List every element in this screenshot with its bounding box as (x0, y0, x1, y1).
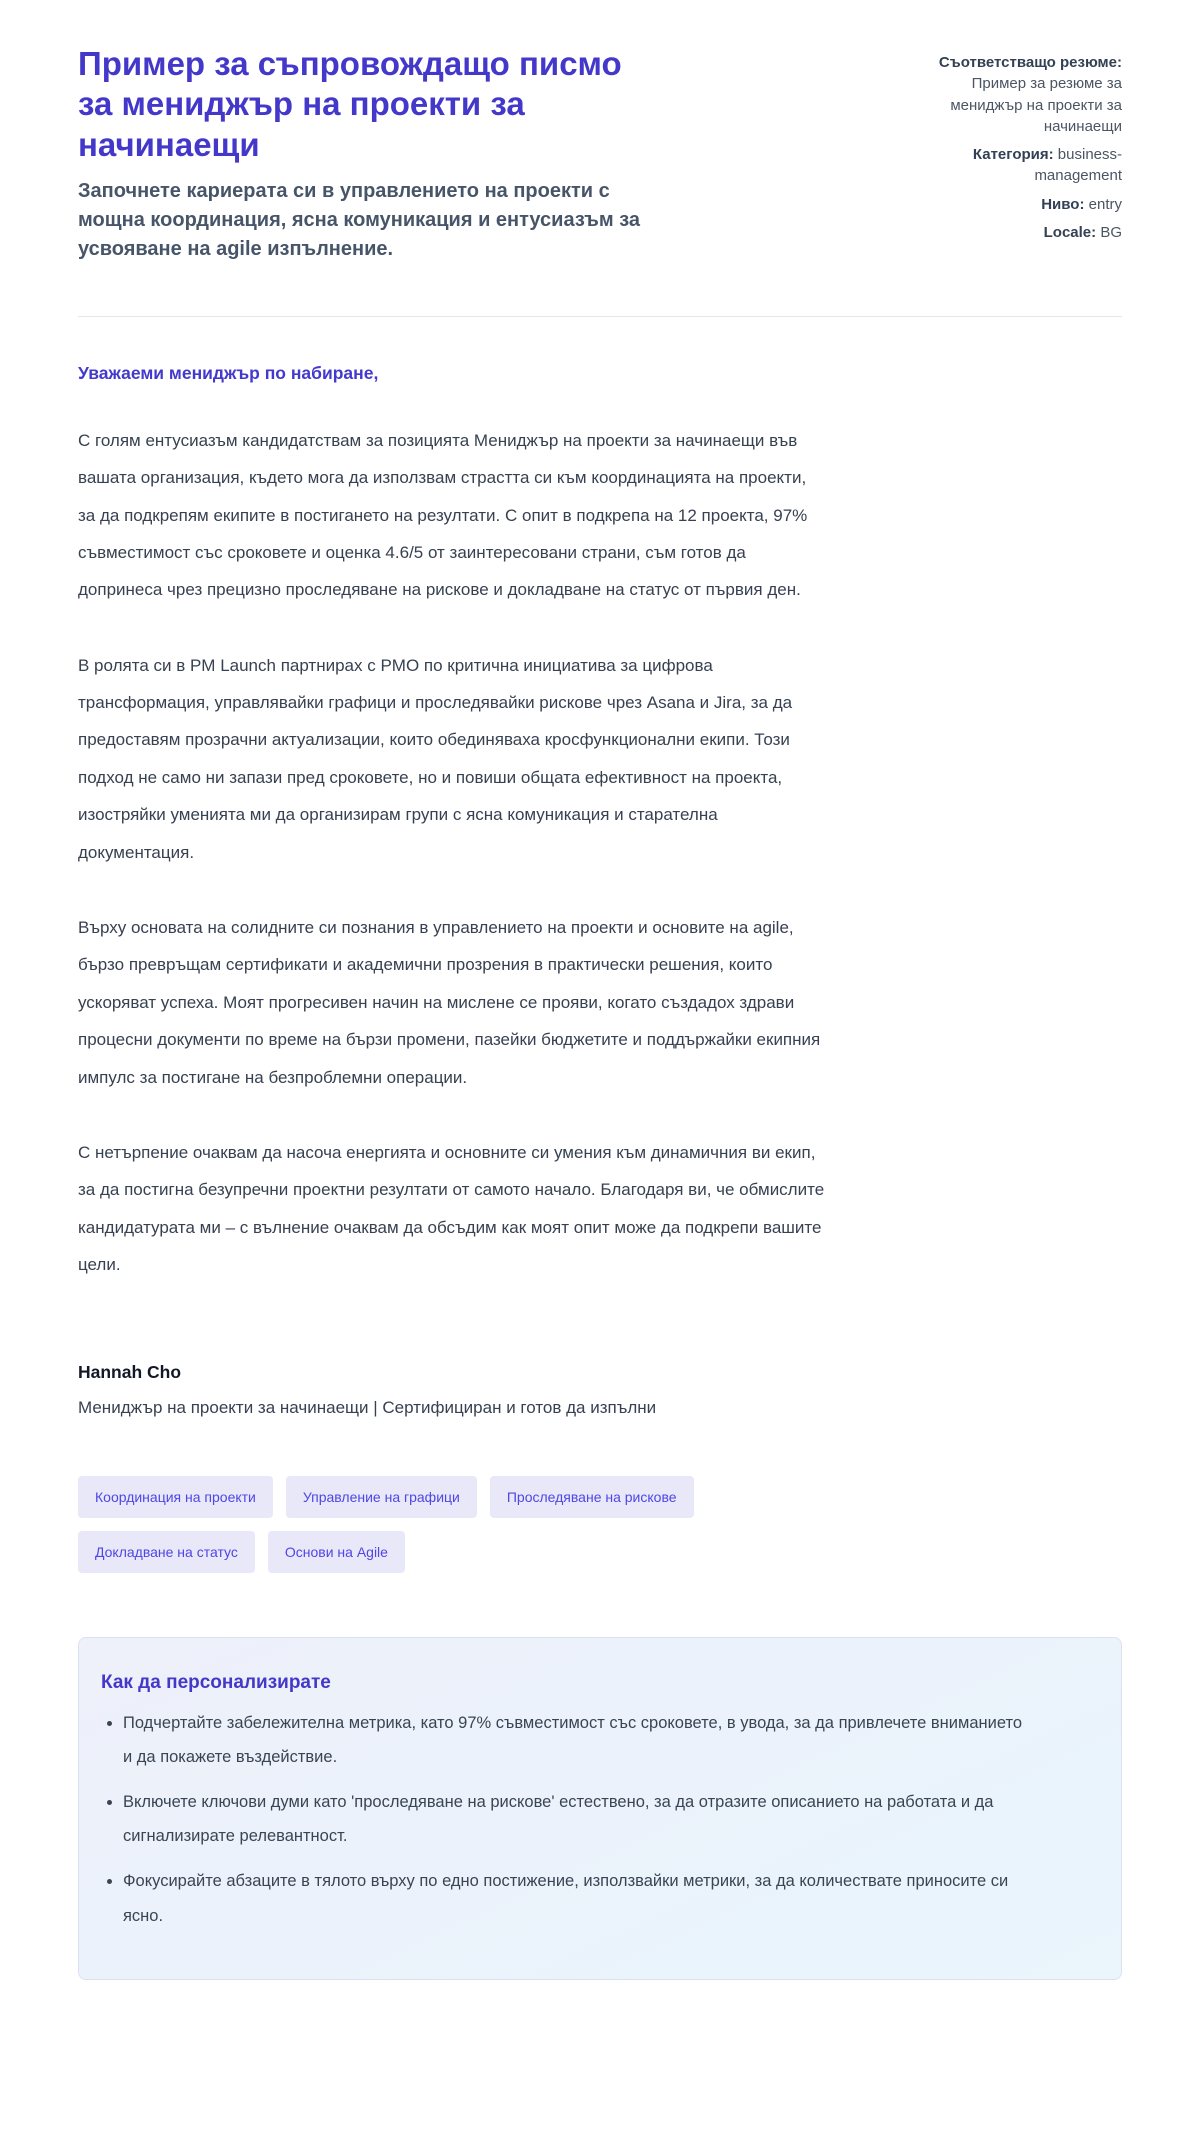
page-subtitle: Започнете кариерата си в управлението на проекти с мощна координация, ясна комуникация и ентусиазъм за усвояване на agile изпълнение. (78, 179, 641, 260)
skill-tag: Основи на Agile (268, 1531, 405, 1573)
meta-resume-value: Пример за резюме за мениджър на проекти за начинаещи (950, 75, 1122, 135)
skill-tag: Управление на графици (286, 1476, 477, 1518)
personalization-tips-box (78, 1637, 1122, 1981)
tips-title: Как да персонализирате (101, 1671, 331, 1693)
letter-greeting: Уважаеми мениджър по набиране, (78, 362, 379, 383)
meta-level-value: entry (1088, 195, 1122, 213)
meta-locale-label: Locale: (1043, 224, 1097, 242)
skill-tags (78, 1476, 778, 1573)
signature-title: Мениджър на проекти за начинаещи | Сертифициран и готов да изпълни (78, 1397, 657, 1417)
skill-tag: Докладване на статус (78, 1531, 255, 1573)
meta-locale (912, 222, 1122, 243)
tip-item: • Подчертайте забележителна метрика, като 97% съвместимост със сроковете, в увода, за да привлечете вниманието и да покажете въздействие. (123, 1706, 1023, 1775)
meta-panel (912, 44, 1122, 264)
meta-resume-label: Съответстващо резюме: (938, 54, 1122, 71)
letter-body (78, 363, 1122, 1418)
meta-level-label: Ниво: (1041, 195, 1085, 213)
tips-list (101, 1706, 1095, 1934)
meta-category-value: business-management (1034, 146, 1122, 185)
letter-paragraph: С голям ентусиазъм кандидатствам за позицията Мениджър на проекти за начинаещи във вашата организация, където мога да използвам страстта си към координацията на проекти, за да подкрепям екипите в постигането на резултати. С опит в подкрепа на 12 проекта, 97% съвместимост със сроковете и оценка 4.6/5 от заинтересовани страни, съм готов да допринеса чрез прецизно проследяване на рискове и докладване на статус от първия ден. (78, 430, 808, 600)
signature-name: Hannah Cho (78, 1361, 182, 1382)
tip-item: • Включете ключови думи като 'проследяване на рискове' естествено, за да отразите описанието на работата и да сигнализирате релевантност. (123, 1785, 1023, 1854)
header-divider (78, 316, 1122, 317)
header-title-block (78, 44, 678, 264)
skill-tag: Проследяване на рискове (490, 1476, 694, 1518)
page-header (78, 44, 1122, 264)
page-title: Пример за съпровождащо писмо за мениджър на проекти за начинаещи (78, 45, 622, 163)
letter-paragraph: В ролята си в PM Launch партнирах с PMO по критична инициатива за цифрова трансформация, управлявайки графици и проследявайки рискове чрез Asana и Jira, за да предоставям прозрачни актуализации, които обединяваха кросфункционални екипи. Този подход не само ни запази пред сроковете, но и повиши общата ефективност на проекта, изостряйки уменията ми да организирам групи с ясна комуникация и старателна документация. (78, 655, 793, 862)
meta-category (912, 144, 1122, 187)
meta-locale-value: BG (1100, 224, 1122, 242)
meta-level (912, 194, 1122, 215)
letter-paragraph: С нетърпение очаквам да насоча енергията и основните си умения към динамичния ви екип, за да постигна безупречни проектни резултати от самото начало. Благодаря ви, че обмислите кандидатурата ми – с вълнение очаквам да обсъдим как моят опит може да подкрепи вашите цели. (78, 1143, 825, 1275)
meta-category-label: Категория: (972, 146, 1054, 164)
meta-matching-resume (912, 52, 1122, 137)
skill-tag: Координация на проекти (78, 1476, 273, 1518)
cover-letter-page (78, 0, 1122, 1980)
tip-item: • Фокусирайте абзаците в тялото върху по едно постижение, използвайки метрики, за да количествате приносите си ясно. (123, 1864, 1023, 1933)
letter-paragraph: Върху основата на солидните си познания в управлението на проекти и основите на agile, бързо превръщам сертификати и академични прозрения в практически решения, които ускоряват успеха. Моят прогресивен начин на мислене се прояви, когато създадох здрави процесни документи по време на бързи промени, пазейки бюджетите и поддържайки екипния импулс за постигане на безпроблемни операции. (78, 918, 821, 1087)
